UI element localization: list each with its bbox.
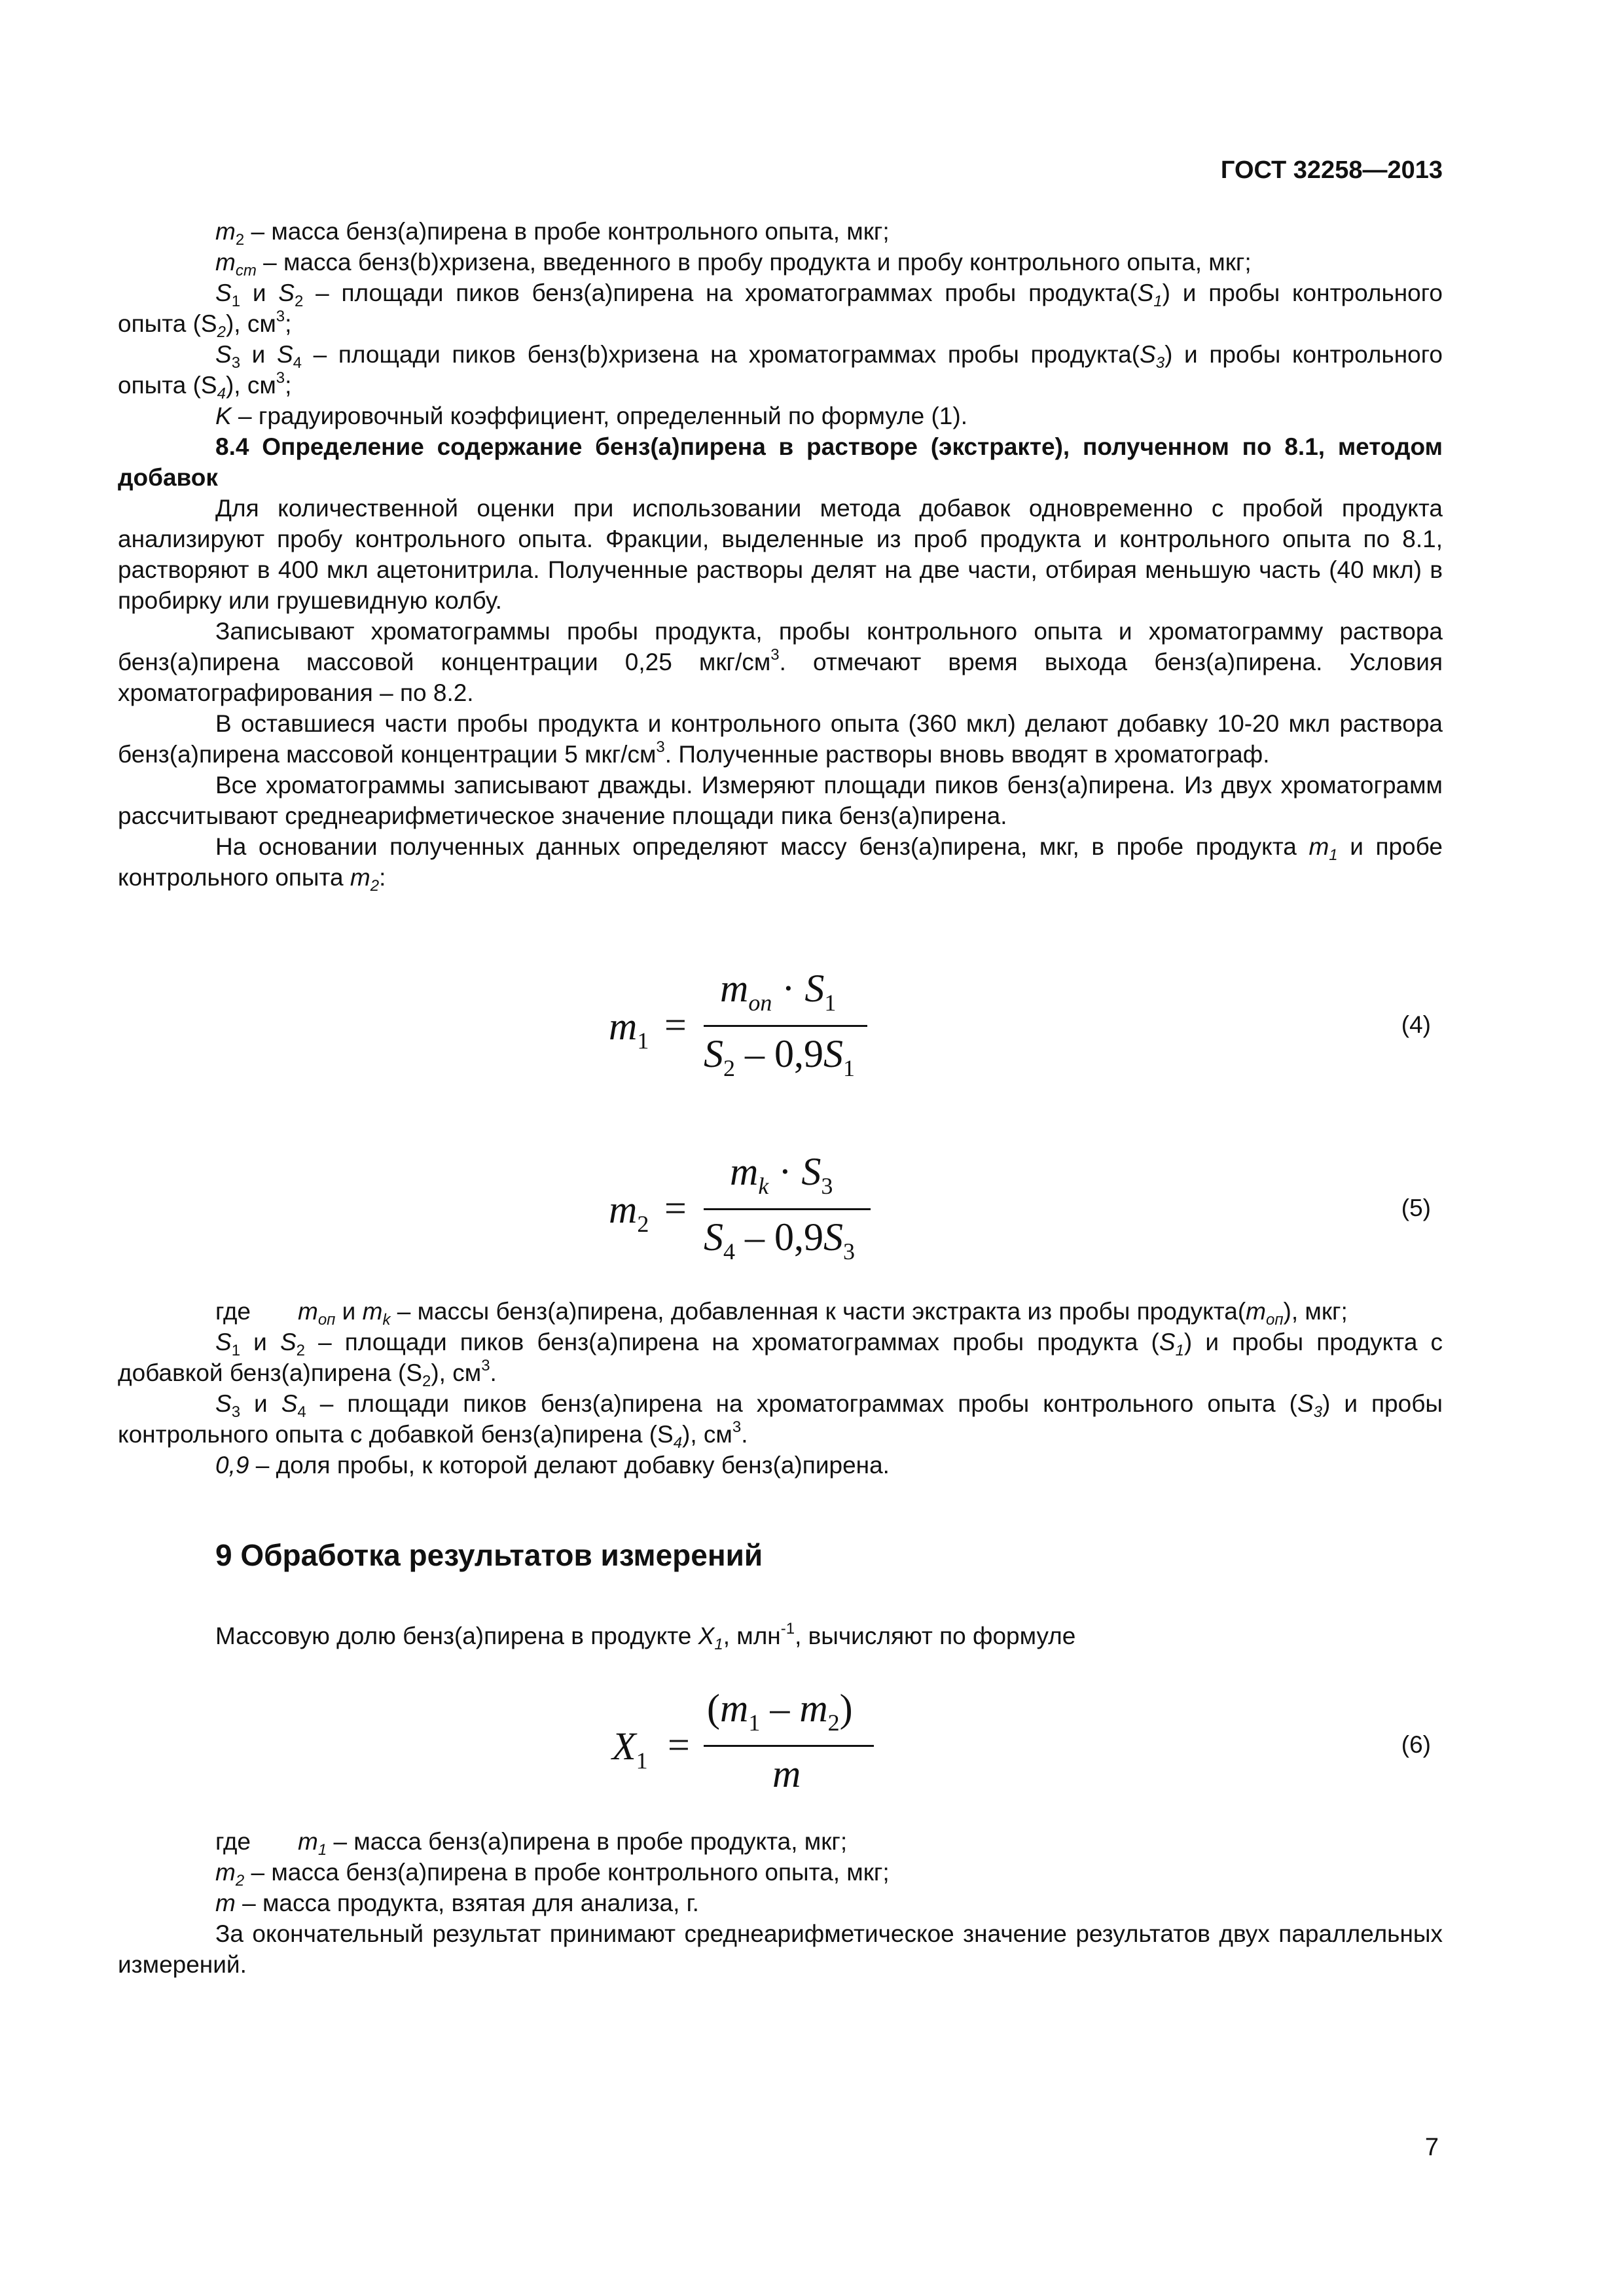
formula-4-number: (4) (1401, 1011, 1431, 1038)
paragraph-8-4-1: Для количественной оценки при использовании метода добавок одновременно с пробой продукта анализируют пробу контрольного опыта. Фракции, выделенные из проб продукта и контрольного опыта по 8.1, растворяют в 400 мкл ацетонитрила. Полученные растворы делят на две части, отбирая меньшую часть (40 мкл) в пробирку или грушевидную колбу. (118, 495, 1443, 614)
formula-5: $m_2$ = $m_k \cdot S_3$ $S_4 - 0,9S_3$ (5) (609, 1150, 1431, 1265)
final-result-paragraph: За окончательный результат принимают среднеарифметическое значение результатов двух параллельных измерений. (118, 1920, 1443, 1978)
def-m2: $m_2$ – масса бенз(а)пирена в пробе контрольного опыта, мкг; (215, 218, 890, 249)
paragraph-8-4-2: Записывают хроматограммы пробы продукта, пробы контрольного опыта и хроматограмму раствора бенз(а)пирена массовой концентрации 0,25 мкг/$см^3$. отмечают время выхода бенз(а)пирена. Условия хроматографирования – по 8.2. (118, 618, 1443, 706)
def-m1-final: где $m_1$ – масса бенз(а)пирена в пробе продукта, мкг; (215, 1828, 848, 1859)
formula-6: $X_1$ = $(m_1 - m_2)$ m (6) (612, 1687, 1431, 1795)
def-s3-s4-b: $S_3$ и $S_4$ – площади пиков бенз(а)пирена на хроматограммах пробы контрольного опыта $(S_3)$ и пробы контрольного опыта с добавкой бенз(а)пирена $(S_4)$, $см^3$. (118, 1390, 1443, 1452)
def-s3-s4: $S_3$ и $S_4$ – площади пиков бенз(b)хризена на хроматограммах пробы $продукта(S_3)$ и пробы контрольного опыта $(S_4)$, $см^3$; (118, 341, 1443, 403)
top-definitions (118, 216, 1443, 893)
def-k: K – градуировочный коэффициент, определенный по формуле (1). (215, 403, 967, 429)
def-fraction: 0,9 – доля пробы, к которой делают добавку бенз(а)пирена. (215, 1452, 890, 1479)
document-header: ГОСТ 32258—2013 (1220, 156, 1443, 184)
def-mcm: $m_{cm}$ – масса бенз(b)хризена, введенного в пробу продукта и пробу контрольного опыта, мкг; (215, 249, 1252, 279)
paragraph-8-4-3: В оставшиеся части пробы продукта и контрольного опыта (360 мкл) делают добавку 10-20 мкл раствора бенз(а)пирена массовой концентрации 5 мкг/$см^3$. Полученные растворы вновь вводят в хроматограф. (118, 710, 1443, 768)
def-s1-s2-b: $S_1$ и $S_2$ – площади пиков бенз(а)пирена на хроматограммах пробы продукта $(S_1)$ и пробы продукта с добавкой бенз(а)пирена $(S_2)$, $см^3$. (118, 1329, 1443, 1390)
def-m-final: m – масса продукта, взятая для анализа, г. (215, 1890, 699, 1916)
definitions-4-5 (118, 1296, 1443, 1480)
section-9-intro-text: Массовую долю бенз(а)пирена в продукте $X_1$, млн$^{-1}$, вычисляют по формуле (215, 1620, 1076, 1653)
paragraph-8-4-5: На основании полученных данных определяют массу бенз(а)пирена, мкг, в пробе продукта $m_1$ и пробе контрольного опыта $m_2$: (118, 833, 1443, 895)
formula-6-number: (6) (1401, 1731, 1431, 1758)
section-9-intro (118, 1621, 1443, 1651)
page-number: 7 (1424, 2134, 1439, 2161)
def-mon-mk: где $m_{оп}$ и $m_k$ – массы бенз(а)пирена, добавленная к части экстракта из пробы $продукта(m_{оп})$, мкг; (215, 1298, 1348, 1329)
section-9-title: 9 Обработка результатов измерений (215, 1538, 763, 1572)
paragraph-8-4-4: Все хроматограммы записывают дважды. Измеряют площади пиков бенз(а)пирена. Из двух хроматограмм рассчитывают среднеарифметическое значение площади пика бенз(а)пирена. (118, 772, 1443, 829)
formula-4: $m_1$ = $m_{оп} \cdot S_1$ $S_2 - 0,9S_1$ (4) (609, 967, 1431, 1081)
section-8-4-title: 8.4 Определение содержание бенз(а)пирена в растворе (экстракте), полученном по 8.1, методом добавок (118, 433, 1443, 491)
definitions-6 (118, 1826, 1443, 1980)
def-s1-s2: $S_1$ и $S_2$ – площади пиков бенз(а)пирена на хроматограммах пробы $продукта(S_1)$ и пробы контрольного опыта $(S_2)$, $см^3$; (118, 279, 1443, 341)
def-m2-final: $m_2$ – масса бенз(а)пирена в пробе контрольного опыта, мкг; (215, 1859, 890, 1890)
formula-5-number: (5) (1401, 1194, 1431, 1221)
